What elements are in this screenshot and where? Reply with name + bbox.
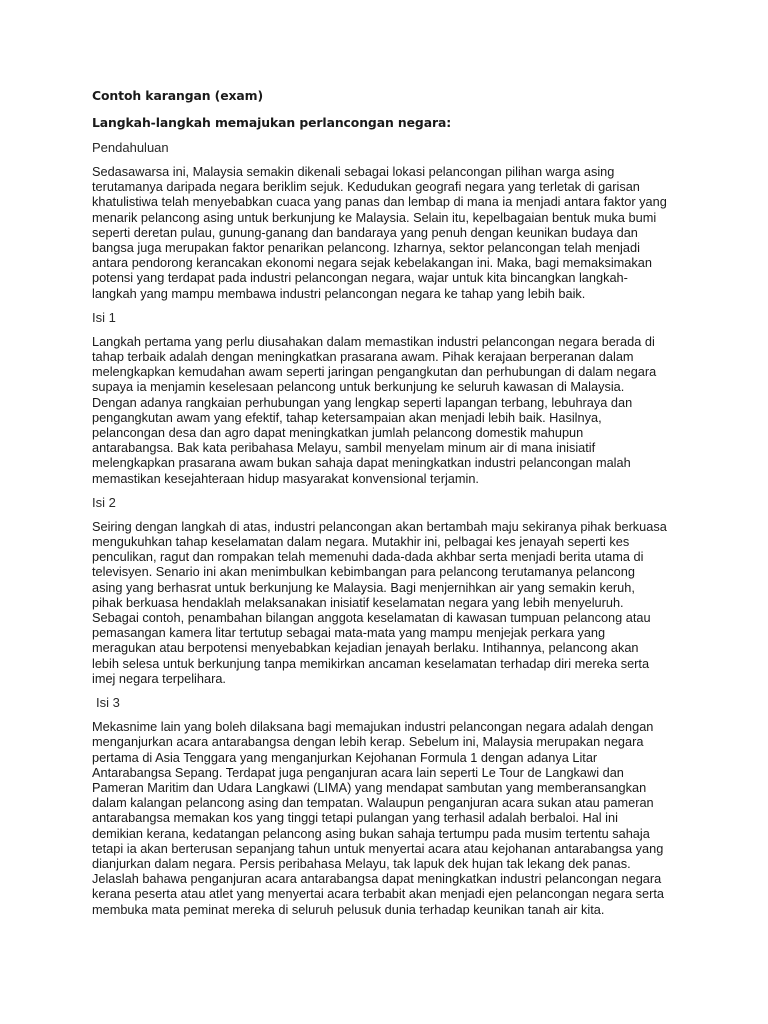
text-line: mengukuhkan tahap keselamatan dalam negara. Mutakhir ini, pelbagai kes jenayah seperti kes — [92, 534, 630, 550]
text-line: seperti deretan pulau, gunung-ganang dan bandaraya yang penuh dengan keunikan budaya dan — [92, 224, 638, 240]
text-line: Seiring dengan langkah di atas, industri pelancongan akan bertambah maju sekiranya pihak berkuasa — [92, 518, 667, 534]
text-line: tetapi ia akan berterusan sepanjang tahun untuk menyertai acara atau kejohanan antarabangsa yang — [92, 840, 664, 856]
text-line: Sedasawarsa ini, Malaysia semakin dikenali sebagai lokasi pelancongan pilihan warga asing — [92, 164, 615, 179]
paragraph-isi-3 — [92, 719, 682, 917]
text-line: langkah yang mampu membawa industri pelancongan negara ke tahap yang lebih baik. — [92, 285, 586, 301]
text-line: terutamanya daripada negara beriklim sejuk. Kedudukan geografi negara yang terletak di garisan — [92, 179, 640, 195]
document-subtitle: Langkah-langkah memajukan perlancongan negara: — [92, 115, 452, 130]
text-line: meragukan atau berpotensi menyebabkan kejadian jenayah berlaku. Intihannya, pelancong akan — [92, 640, 639, 656]
text-line: melengkapkan kemudahan awam seperti jaringan pengangkutan dan perhubungan di dalam negara — [92, 364, 657, 380]
text-line: bangsa juga merupakan faktor penarikan pelancong. Izharnya, sektor pelancongan telah menjadi — [92, 240, 640, 256]
section-label-isi-3: Isi 3 — [96, 695, 120, 711]
section-label-isi-1: Isi 1 — [92, 309, 116, 325]
text-line: pengangkutan awam yang efektif, tahap ketersampaian akan menjadi lebih baik. Hasilnya, — [92, 409, 602, 425]
paragraph-isi-2 — [92, 519, 682, 686]
text-line: menarik pelancong asing untuk berkunjung ke Malaysia. Selain itu, kepelbagaian bentuk muka bumi — [92, 209, 657, 225]
text-line: tahap terbaik adalah dengan meningkatkan prasarana awam. Pihak kerajaan berperanan dalam — [92, 349, 634, 365]
text-line: imej negara terpelihara. — [92, 670, 226, 686]
section-label-isi-2: Isi 2 — [92, 494, 116, 510]
text-line: supaya ia menjamin keselesaan pelancong untuk berkunjung ke seluruh kawasan di Malaysia. — [92, 379, 625, 395]
text-line: asing yang berhasrat untuk berkunjung ke Malaysia. Bagi menjernihkan air yang semakin keruh, — [92, 579, 635, 595]
paragraph-pendahuluan — [92, 164, 682, 301]
text-line: kerana peserta atau atlet yang menyertai acara terbabit akan menjadi ejen pelancongan negara serta — [92, 886, 665, 902]
text-line: Antarabangsa Sepang. Terdapat juga penganjuran acara lain seperti Le Tour de Langkawi dan — [92, 764, 624, 780]
text-line: demikian kerana, kedatangan pelancong asing bukan sahaja tertumpu pada musim tertentu sahaja — [92, 825, 650, 841]
text-line: antarabangsa. Bak kata peribahasa Melayu, sambil menyelam minum air di mana inisiatif — [92, 440, 596, 456]
text-line: melengkapkan prasarana awam bukan sahaja dapat meningkatkan industri pelancongan malah — [92, 455, 631, 471]
text-line: antara pendorong kerancakan ekonomi negara sejak kebelakangan ini. Maka, bagi memaksimakan — [92, 255, 652, 271]
text-line: Sebagai contoh, penambahan bilangan anggota keselamatan di kawasan tumpuan pelancong atau — [92, 610, 651, 626]
text-line: antarabangsa memakan kos yang tinggi tetapi pulangan yang terhasil adalah berbaloi. Hal ini — [92, 810, 618, 826]
text-line: lebih selesa untuk berkunjung tanpa memikirkan ancaman keselamatan terhadap diri mereka serta — [92, 655, 650, 671]
text-line: penculikan, ragut dan rompakan telah memenuhi dada-dada akhbar serta menjadi berita utama di — [92, 549, 644, 565]
text-line: Jelaslah bahawa penganjuran acara antarabangsa dapat meningkatkan industri pelancongan negara — [92, 871, 662, 887]
text-line: pertama di Asia Tenggara yang menganjurkan Kejohanan Formula 1 dengan adanya Litar — [92, 749, 598, 765]
text-line: pihak berkuasa hendaklah melaksanakan inisiatif keselamatan negara yang lebih menyeluruh. — [92, 594, 624, 610]
text-line: Mekasnime lain yang boleh dilaksana bagi memajukan industri pelancongan negara adalah dengan — [92, 719, 654, 735]
text-line: Pameran Maritim dan Udara Langkawi (LIMA) yang mendapat sambutan yang memberansangkan — [92, 779, 647, 795]
text-line: dianjurkan dalam negara. Persis peribahasa Melayu, tak lapuk dek hujan tak lekang dek panas. — [92, 855, 631, 871]
text-line: pemasangan kamera litar tertutup sebagai mata-mata yang mampu menjejak perkara yang — [92, 625, 606, 641]
document-title: Contoh karangan (exam) — [92, 88, 264, 103]
paragraph-isi-1 — [92, 334, 682, 486]
text-line: membuka mata peminat mereka di seluruh pelusuk dunia terhadap keunikan tanah air kita. — [92, 901, 605, 917]
document-body — [92, 88, 682, 917]
text-line: potensi yang terdapat pada industri pelancongan negara, wajar untuk kita bincangkan langkah- — [92, 270, 628, 286]
text-line: televisyen. Senario ini akan menimbulkan kebimbangan para pelancong terutamanya pelancong — [92, 564, 635, 580]
text-line: khatulistiwa telah menyebabkan cuaca yang panas dan lembap di mana ia menjadi antara faktor yang — [92, 194, 667, 210]
text-line: Dengan adanya rangkaian perhubungan yang lengkap seperti lapangan terbang, lebuhraya dan — [92, 394, 633, 410]
text-line: pelancongan desa dan agro dapat meningkatkan jumlah pelancong domestik mahupun — [92, 425, 584, 441]
text-line: memastikan kesejahteraan hidup masyarakat konvensional terjamin. — [92, 470, 479, 486]
section-label-pendahuluan: Pendahuluan — [92, 140, 169, 155]
text-line: dalam kalangan pelancong asing dan tempatan. Walaupun penganjuran acara sukan atau pameran — [92, 795, 654, 811]
text-line: menganjurkan acara antarabangsa dengan lebih kerap. Sebelum ini, Malaysia merupakan negara — [92, 734, 644, 750]
text-line: Langkah pertama yang perlu diusahakan dalam memastikan industri pelancongan negara berada di — [92, 333, 655, 349]
